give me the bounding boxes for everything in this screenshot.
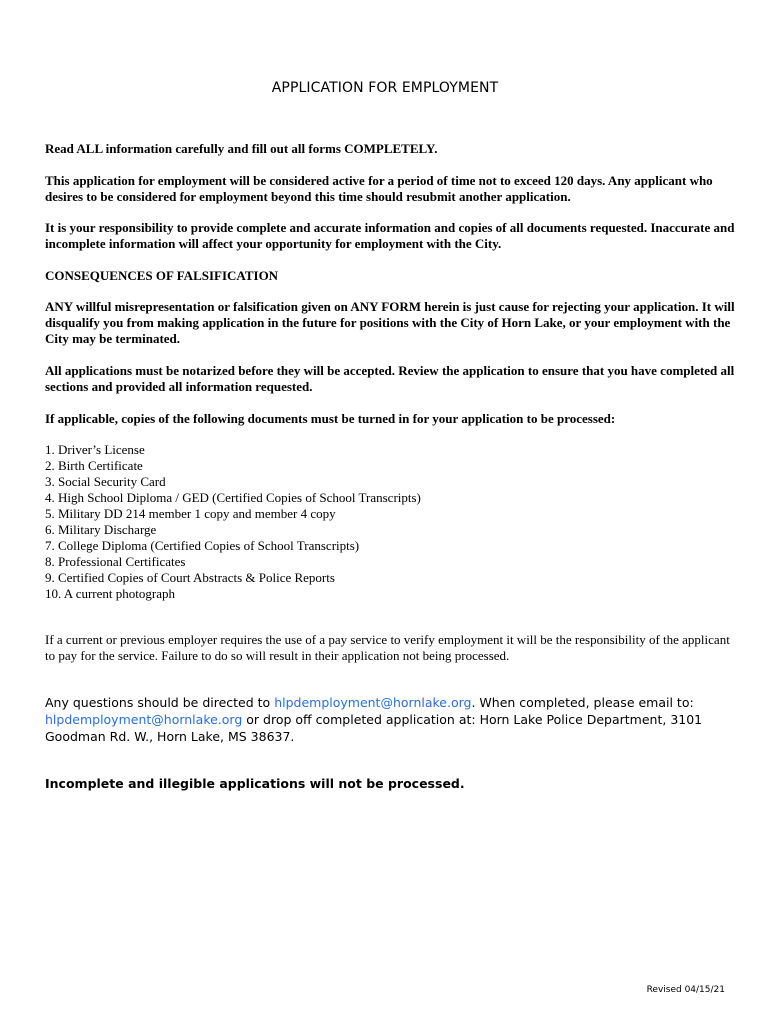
list-item: 7. College Diploma (Certified Copies of School Transcripts) xyxy=(45,538,360,553)
responsibility-paragraph: It is your responsibility to provide complete and accurate information and copies of all documents requested. Inaccurate and incomplete information will affect your opportunity for employment with the City. xyxy=(45,220,735,251)
contact-middle: . When completed, please email to: xyxy=(471,695,694,710)
documents-heading: If applicable, copies of the following documents must be turned in for your application to be processed: xyxy=(45,411,616,426)
list-item: 3. Social Security Card xyxy=(45,474,166,489)
consequences-paragraph: ANY willful misrepresentation or falsification given on ANY FORM herein is just cause for rejecting your application. It will disqualify you from making application in the future for positions with the City of Horn Lake, or your employment with the City may be terminated. xyxy=(45,299,735,346)
contact-suffix: or drop off completed application at: Horn Lake Police Department, 3101 Goodman Rd. W., Horn Lake, MS 38637. xyxy=(45,712,703,744)
notarized-paragraph: All applications must be notarized before they will be accepted. Review the application to ensure that you have completed all sections and provided all information requested. xyxy=(45,363,735,394)
list-item: 8. Professional Certificates xyxy=(45,554,186,569)
list-item: 9. Certified Copies of Court Abstracts & Police Reports xyxy=(45,570,335,585)
consequences-heading: CONSEQUENCES OF FALSIFICATION xyxy=(45,268,279,283)
list-item: 6. Military Discharge xyxy=(45,522,157,537)
list-item: 1. Driver’s License xyxy=(45,442,145,457)
list-item: 4. High School Diploma / GED (Certified Copies of School Transcripts) xyxy=(45,490,421,505)
email-link-2[interactable]: hlpdemployment@hornlake.org xyxy=(45,712,243,727)
pay-service-paragraph: If a current or previous employer requires the use of a pay service to verify employment it will be the responsibility of the applicant to pay for the service. Failure to do so will result in their application not being processed. xyxy=(45,632,730,663)
illegible-notice: Incomplete and illegible applications will not be processed. xyxy=(45,776,465,791)
email-link-1[interactable]: hlpdemployment@hornlake.org xyxy=(274,695,472,710)
intro-paragraph: Read ALL information carefully and fill out all forms COMPLETELY. xyxy=(45,141,438,156)
list-item: 5. Military DD 214 member 1 copy and member 4 copy xyxy=(45,506,336,521)
contact-paragraph xyxy=(45,694,735,745)
page-title: APPLICATION FOR EMPLOYMENT xyxy=(271,80,499,96)
list-item: 10. A current photograph xyxy=(45,586,175,601)
documents-list xyxy=(45,442,645,602)
revised-date: Revised 04/15/21 xyxy=(646,985,725,995)
active-period-paragraph: This application for employment will be considered active for a period of time not to exceed 120 days. Any applicant who desires to be considered for employment beyond this time should resubmit another application. xyxy=(45,173,713,204)
list-item: 2. Birth Certificate xyxy=(45,458,143,473)
contact-prefix: Any questions should be directed to xyxy=(45,695,275,710)
